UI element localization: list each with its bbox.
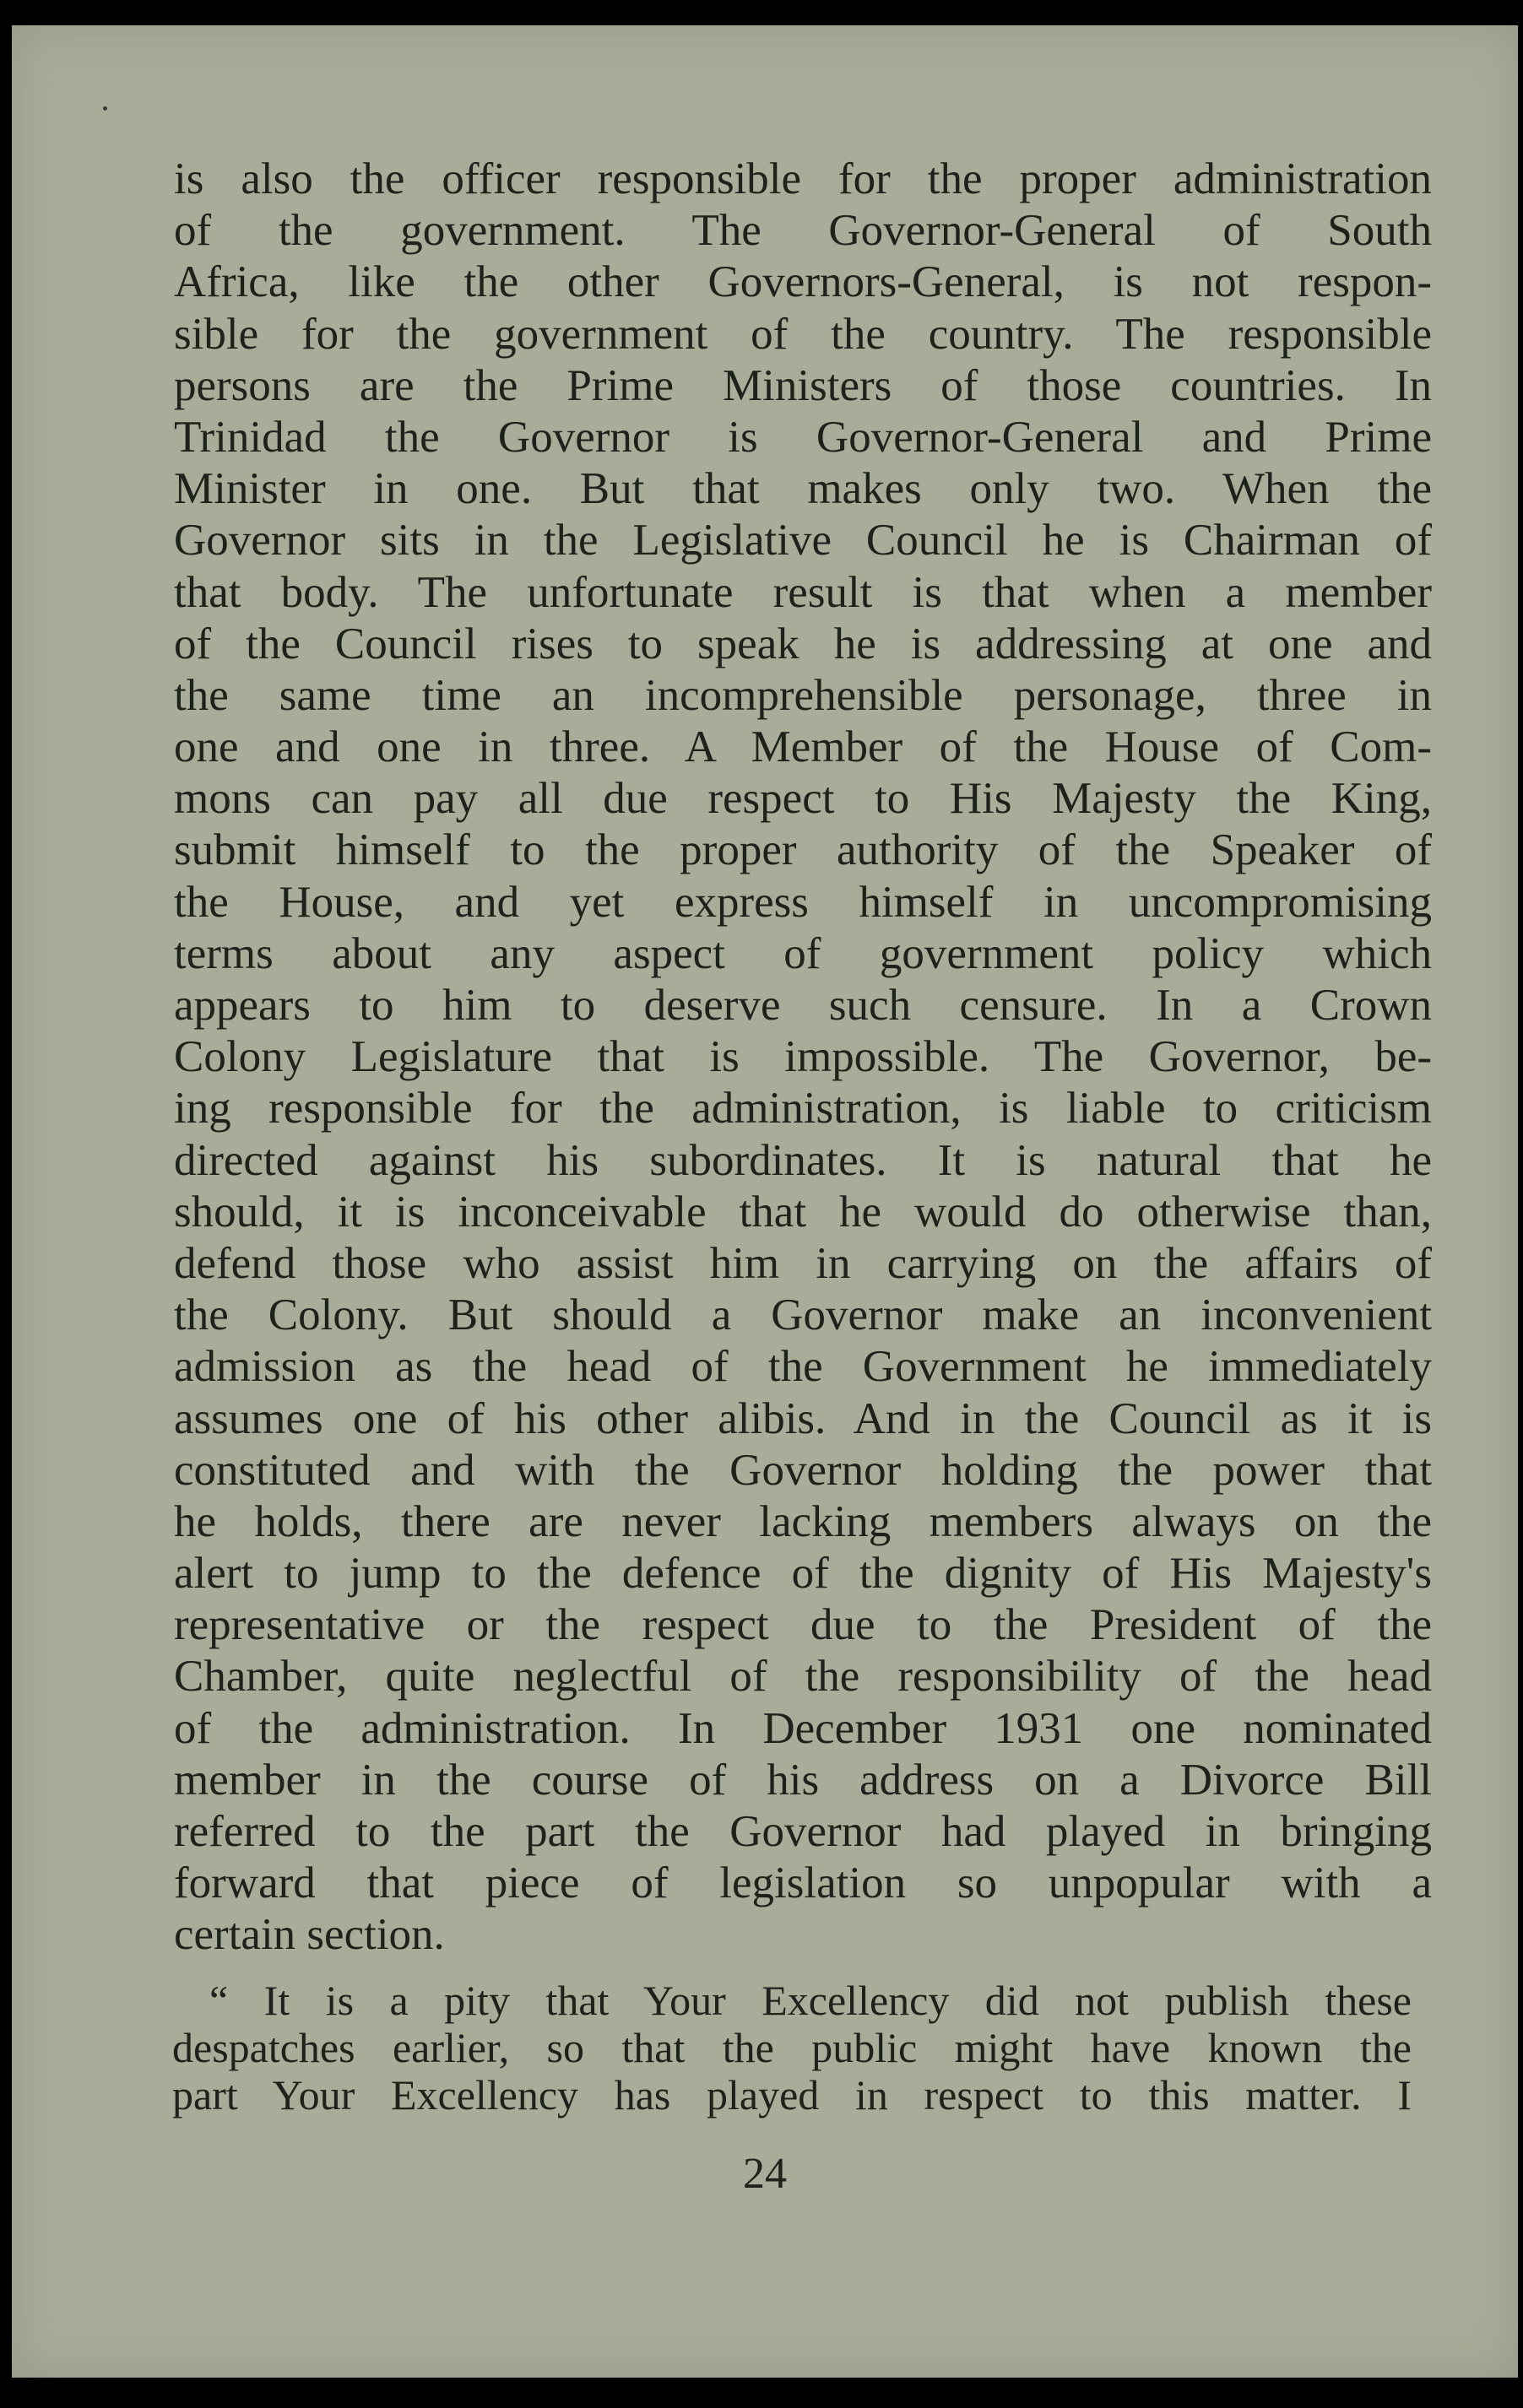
quote-line: “ It is a pity that Your Excellency did not publish these <box>209 1977 1412 2024</box>
book-page <box>12 25 1518 2378</box>
body-line: defend those who assist him in carrying on the affairs of <box>174 1238 1432 1288</box>
body-line: Africa, like the other Governors-General, is not respon- <box>174 257 1432 307</box>
page-number: 24 <box>743 2150 787 2198</box>
quote-line: part Your Excellency has played in respect to this matter. I <box>172 2071 1412 2118</box>
body-line: one and one in three. A Member of the House of Com- <box>174 722 1432 772</box>
body-line: mons can pay all due respect to His Majesty the King, <box>174 774 1432 824</box>
body-line: referred to the part the Governor had played in bringing <box>174 1807 1432 1856</box>
body-line: persons are the Prime Ministers of those countries. In <box>174 360 1432 410</box>
body-line: the same time an incomprehensible personage, three in <box>174 670 1432 720</box>
body-line: the House, and yet express himself in uncompromising <box>174 877 1432 927</box>
body-line: of the Council rises to speak he is addressing at one and <box>174 619 1432 668</box>
body-line: terms about any aspect of government policy which <box>174 928 1432 978</box>
body-line: representative or the respect due to the President of the <box>174 1600 1432 1650</box>
quotation-paragraph <box>172 1977 1412 2118</box>
body-line: forward that piece of legislation so unpopular with a <box>174 1859 1432 1908</box>
body-line: is also the officer responsible for the proper administration <box>174 154 1432 203</box>
body-line: sible for the government of the country. The responsible <box>174 309 1432 359</box>
body-line: Governor sits in the Legislative Council he is Chairman of <box>174 516 1432 565</box>
quote-line: despatches earlier, so that the public might have known the <box>172 2024 1412 2071</box>
body-line: submit himself to the proper authority of the Speaker of <box>174 825 1432 875</box>
body-line: constituted and with the Governor holding the power that <box>174 1445 1432 1495</box>
body-line: directed against his subordinates. It is natural that he <box>174 1135 1432 1185</box>
body-line: he holds, there are never lacking members always on the <box>174 1496 1432 1546</box>
body-line: certain section. <box>174 1910 445 1960</box>
body-paragraph <box>174 154 1432 1962</box>
body-line: Trinidad the Governor is Governor-General and Prime <box>174 412 1432 462</box>
body-line: alert to jump to the defence of the dignity of His Majesty's <box>174 1549 1432 1599</box>
body-line: member in the course of his address on a Divorce Bill <box>174 1755 1432 1805</box>
body-line: of the administration. In December 1931 one nominated <box>174 1703 1432 1753</box>
body-line: that body. The unfortunate result is that when a member <box>174 567 1432 617</box>
body-line: of the government. The Governor-General of South <box>174 206 1432 256</box>
body-line: admission as the head of the Government he immediately <box>174 1342 1432 1392</box>
body-line: Colony Legislature that is impossible. The Governor, be- <box>174 1032 1432 1082</box>
body-line: assumes one of his other alibis. And in the Council as it is <box>174 1393 1432 1443</box>
body-line: appears to him to deserve such censure. In a Crown <box>174 981 1432 1030</box>
page-speck <box>103 106 107 111</box>
body-line: ing responsible for the administration, is liable to criticism <box>174 1084 1432 1134</box>
body-line: Minister in one. But that makes only two. When the <box>174 464 1432 514</box>
body-line: should, it is inconceivable that he would do otherwise than, <box>174 1187 1432 1236</box>
body-line: the Colony. But should a Governor make an inconvenient <box>174 1291 1432 1340</box>
body-line: Chamber, quite neglectful of the responsibility of the head <box>174 1652 1432 1702</box>
